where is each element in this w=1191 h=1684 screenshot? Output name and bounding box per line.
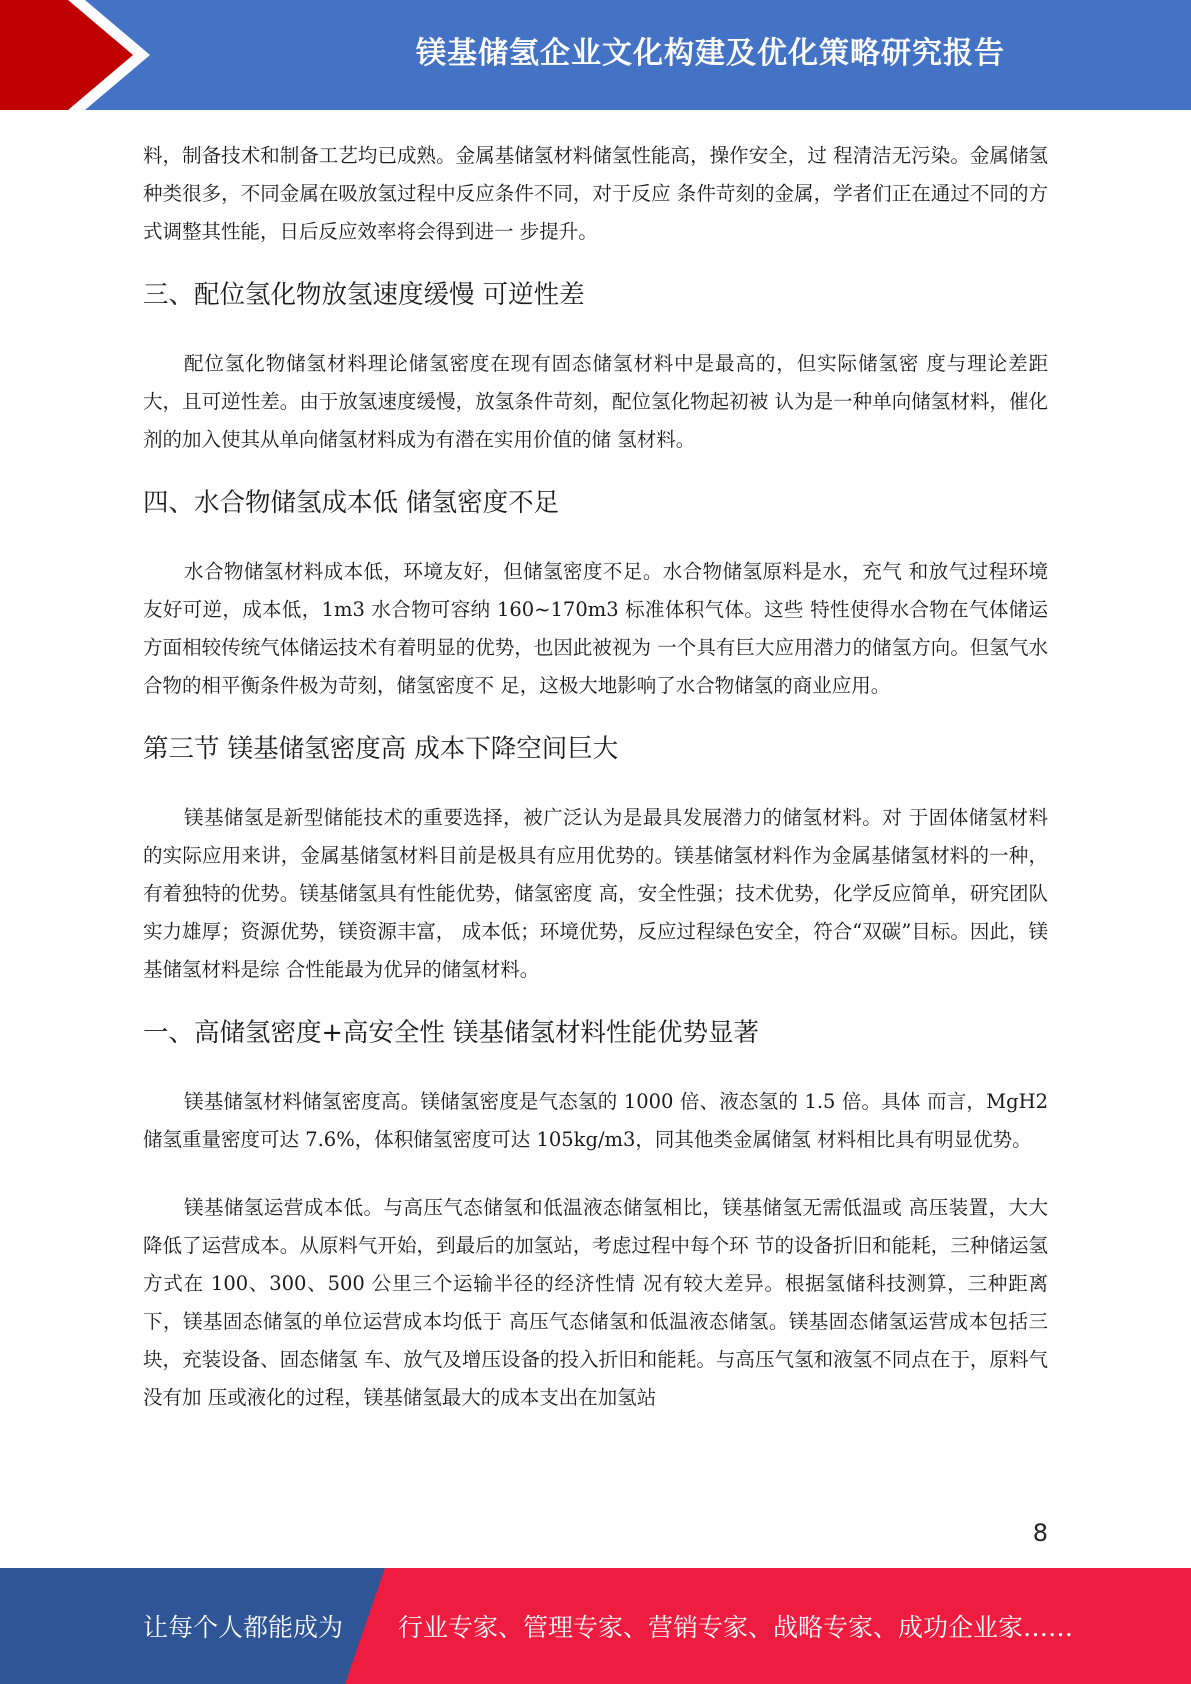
page-header — [0, 0, 1191, 110]
footer-slogan-right: 行业专家、管理专家、营销专家、战略专家、成功企业家…… — [398, 1613, 1074, 1642]
section-heading-coordination-hydride: 三、配位氢化物放氢速度缓慢 可逆性差 — [143, 280, 585, 310]
page-footer — [0, 1568, 1191, 1684]
subsection-paragraph-density: 镁基储氢材料储氢密度高。镁储氢密度是气态氢的 1000 倍、液态氢的 1.5 倍。具体 而言，MgH2 储氢重量密度可达 7.6%，体积储氢密度可达 105kg/m3，同其他类金属储氢 材料相比具有明显优势。 — [143, 1090, 1048, 1151]
node-heading-magnesium: 第三节 镁基储氢密度高 成本下降空间巨大 — [143, 734, 619, 764]
subsection-paragraph-cost: 镁基储氢运营成本低。与高压气态储氢和低温液态储氢相比，镁基储氢无需低温或 高压装置，大大降低了运营成本。从原料气开始，到最后的加氢站，考虑过程中每个环 节的设备折旧和能耗，三种储运氢方式在 100、300、500 公里三个运输半径的经济性情 况有较大差异。根据氢储科技测算，三种距离下，镁基固态储氢的单位运营成本均低于 高压气态储氢和低温液态储氢。镁基固态储氢运营成本包括三块，充装设备、固态储氢 车、放气及增压设备的投入折旧和能耗。与高压气氢和液氢不同点在于，原料气没有加 压或液化的过程，镁基储氢最大的成本支出在加氢站 — [143, 1196, 1048, 1409]
page-number: 8 — [1032, 1519, 1048, 1547]
section-paragraph-coordination-hydride: 配位氢化物储氢材料理论储氢密度在现有固态储氢材料中是最高的，但实际储氢密 度与理论差距大，且可逆性差。由于放氢速度缓慢，放氢条件苛刻，配位氢化物起初被 认为是一种单向储氢材料，催化剂的加入使其从单向储氢材料成为有潜在实用价值的储 氢材料。 — [143, 352, 1048, 451]
intro-paragraph: 料，制备技术和制备工艺均已成熟。金属基储氢材料储氢性能高，操作安全，过 程清洁无污染。金属储氢种类很多，不同金属在吸放氢过程中反应条件不同，对于反应 条件苛刻的金属，学者们正在通过不同的方式调整其性能，日后反应效率将会得到进一 步提升。 — [143, 144, 1048, 243]
section-paragraph-hydrate: 水合物储氢材料成本低，环境友好，但储氢密度不足。水合物储氢原料是水，充气 和放气过程环境友好可逆，成本低，1m3 水合物可容纳 160~170m3 标准体积气体。这些 特性使得水合物在气体储运方面相较传统气体储运技术有着明显的优势，也因此被视为 一个具有巨大应用潜力的储氢方向。但氢气水合物的相平衡条件极为苛刻，储氢密度不 足，这极大地影响了水合物储氢的商业应用。 — [143, 560, 1048, 697]
header-title: 镁基储氢企业文化构建及优化策略研究报告 — [416, 36, 1005, 71]
section-heading-hydrate: 四、水合物储氢成本低 储氢密度不足 — [143, 488, 560, 518]
footer-slogan-left: 让每个人都能成为 — [143, 1613, 344, 1642]
subsection-heading-density-safety: 一、高储氢密度+高安全性 镁基储氢材料性能优势显著 — [143, 1018, 759, 1048]
node-paragraph-magnesium: 镁基储氢是新型储能技术的重要选择，被广泛认为是最具发展潜力的储氢材料。对 于固体储氢材料的实际应用来讲，金属基储氢材料目前是极具有应用优势的。镁基储氢材料作为金属基储氢材料的一种，有着独特的优势。镁基储氢具有性能优势，储氢密度 高，安全性强；技术优势，化学反应简单，研究团队实力雄厚；资源优势，镁资源丰富， 成本低；环境优势，反应过程绿色安全，符合“双碳”目标。因此，镁基储氢材料是综 合性能最为优异的储氢材料。 — [143, 806, 1048, 981]
document-body — [143, 130, 1048, 1417]
